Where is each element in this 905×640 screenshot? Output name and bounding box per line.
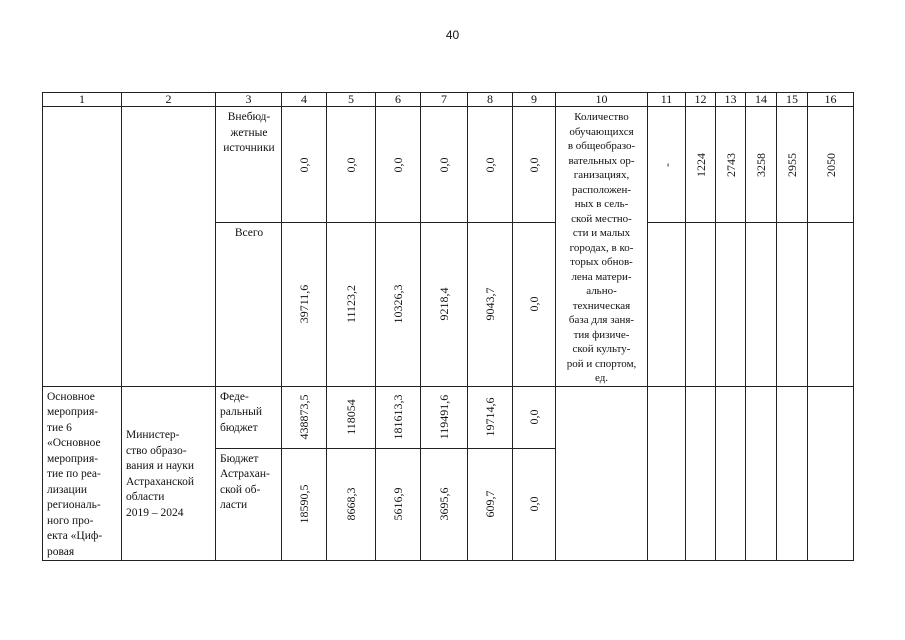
- value-text: 0,0: [391, 157, 405, 173]
- empty-cell: [777, 223, 808, 386]
- value-text: 0,0: [527, 157, 541, 173]
- base-value: -: [659, 162, 674, 167]
- empty-cell: [43, 107, 122, 387]
- value-cell: [282, 448, 327, 560]
- value-text: 119491,6: [437, 394, 451, 440]
- header-cell: 8: [468, 93, 513, 107]
- funding-source-text: Бюджет Астрахан- ской об- ласти: [220, 452, 270, 512]
- value-cell: [376, 223, 421, 386]
- value-cell: [468, 386, 513, 448]
- value-text: 438873,5: [297, 394, 311, 440]
- value-cell: [513, 386, 556, 448]
- value-text: 39711,6: [297, 285, 311, 324]
- value-text: 0,0: [297, 157, 311, 173]
- value-text: 0,0: [483, 157, 497, 173]
- value-cell: [468, 448, 513, 560]
- header-cell: 13: [716, 93, 746, 107]
- page-number: 40: [445, 28, 460, 42]
- value-text: 3695,6: [437, 487, 451, 521]
- value-text: 19714,6: [483, 397, 497, 437]
- header-row: [43, 93, 854, 107]
- empty-cell: [556, 386, 648, 561]
- value-cell: [468, 223, 513, 386]
- funding-source-label: [216, 107, 282, 223]
- value-cell: [282, 386, 327, 448]
- value-cell: [282, 223, 327, 386]
- value-cell: [421, 107, 468, 223]
- value-cell: [468, 107, 513, 223]
- table-row: [43, 107, 854, 223]
- header-cell: 5: [327, 93, 376, 107]
- target-value: 2955: [785, 152, 799, 177]
- value-cell: [513, 223, 556, 386]
- table-row: [43, 386, 854, 448]
- header-cell: 9: [513, 93, 556, 107]
- value-text: 18590,5: [297, 484, 311, 524]
- value-text: 0,0: [437, 157, 451, 173]
- header-cell: 12: [686, 93, 716, 107]
- value-cell: [376, 448, 421, 560]
- program-table: [42, 92, 854, 561]
- value-cell: [282, 107, 327, 223]
- empty-cell: [808, 223, 854, 386]
- empty-cell: [648, 223, 686, 386]
- funding-source-text: Внебюд- жетные источники: [223, 111, 275, 154]
- funding-source-label: [216, 386, 282, 448]
- funding-source-label: [216, 223, 282, 386]
- value-text: 0,0: [527, 409, 541, 425]
- empty-cell: [808, 386, 854, 561]
- value-cell: [327, 223, 376, 386]
- value-cell: [327, 448, 376, 560]
- header-cell: 11: [648, 93, 686, 107]
- value-cell: [327, 107, 376, 223]
- activity-text: Основное мероприя- тие 6 «Основное мероприя- тие по реа- лизации региональ- ного про- екта «Циф- ровая: [47, 390, 103, 558]
- target-cell: [777, 107, 808, 223]
- value-cell: [376, 386, 421, 448]
- funding-source-text: Всего: [234, 227, 264, 240]
- value-text: 609,7: [483, 490, 497, 518]
- header-cell: 16: [808, 93, 854, 107]
- target-value: 3258: [754, 152, 768, 177]
- value-cell: [327, 386, 376, 448]
- value-text: 118054: [344, 399, 358, 436]
- empty-cell: [716, 386, 746, 561]
- header-cell: 15: [777, 93, 808, 107]
- value-text: 0,0: [527, 496, 541, 512]
- target-cell: [716, 107, 746, 223]
- empty-cell: [746, 386, 777, 561]
- header-cell: 3: [216, 93, 282, 107]
- executor-text: Министер- ство образо- вания и науки Астраханской области 2019 – 2024: [126, 429, 195, 519]
- executor-cell: [122, 386, 216, 561]
- funding-source-text: Феде- ральный бюджет: [220, 390, 262, 434]
- empty-cell: [648, 386, 686, 561]
- indicator-cell: [556, 107, 648, 387]
- header-cell: 4: [282, 93, 327, 107]
- value-text: 181613,3: [391, 394, 405, 440]
- value-text: 0,0: [344, 157, 358, 173]
- header-cell: 14: [746, 93, 777, 107]
- header-cell: 1: [43, 93, 122, 107]
- target-cell: [686, 107, 716, 223]
- target-value: 2743: [723, 152, 738, 177]
- header-cell: 6: [376, 93, 421, 107]
- value-text: 0,0: [527, 296, 541, 312]
- empty-cell: [686, 223, 716, 386]
- indicator-text: Количество обучающихся в общеобразо- вательных ор- ганизациях, расположен- ных в сель- ской местно- сти и малых городах, в ко- торых обнов- лена матери- ально- техническая база для заня- тия физиче- ской культу- рой и спортом, ед.: [566, 111, 637, 384]
- header-cell: 7: [421, 93, 468, 107]
- value-text: 9218,4: [437, 287, 451, 321]
- empty-cell: [746, 223, 777, 386]
- target-value: 2050: [823, 152, 838, 177]
- value-text: 11123,2: [344, 285, 358, 324]
- value-cell: [513, 107, 556, 223]
- empty-cell: [686, 386, 716, 561]
- value-cell: [513, 448, 556, 560]
- target-cell: [746, 107, 777, 223]
- value-cell: [421, 386, 468, 448]
- value-text: 8668,3: [344, 487, 358, 521]
- funding-source-label: [216, 448, 282, 560]
- value-cell: [421, 223, 468, 386]
- empty-cell: [777, 386, 808, 561]
- value-text: 9043,7: [483, 287, 497, 321]
- empty-cell: [716, 223, 746, 386]
- value-cell: [421, 448, 468, 560]
- value-text: 10326,3: [391, 284, 405, 324]
- activity-cell: [43, 386, 122, 561]
- value-text: 5616,9: [391, 487, 405, 521]
- target-cell: [808, 107, 854, 223]
- target-value: 1224: [693, 152, 708, 177]
- base-cell: [648, 107, 686, 223]
- header-cell: 2: [122, 93, 216, 107]
- header-cell: 10: [556, 93, 648, 107]
- empty-cell: [122, 107, 216, 387]
- value-cell: [376, 107, 421, 223]
